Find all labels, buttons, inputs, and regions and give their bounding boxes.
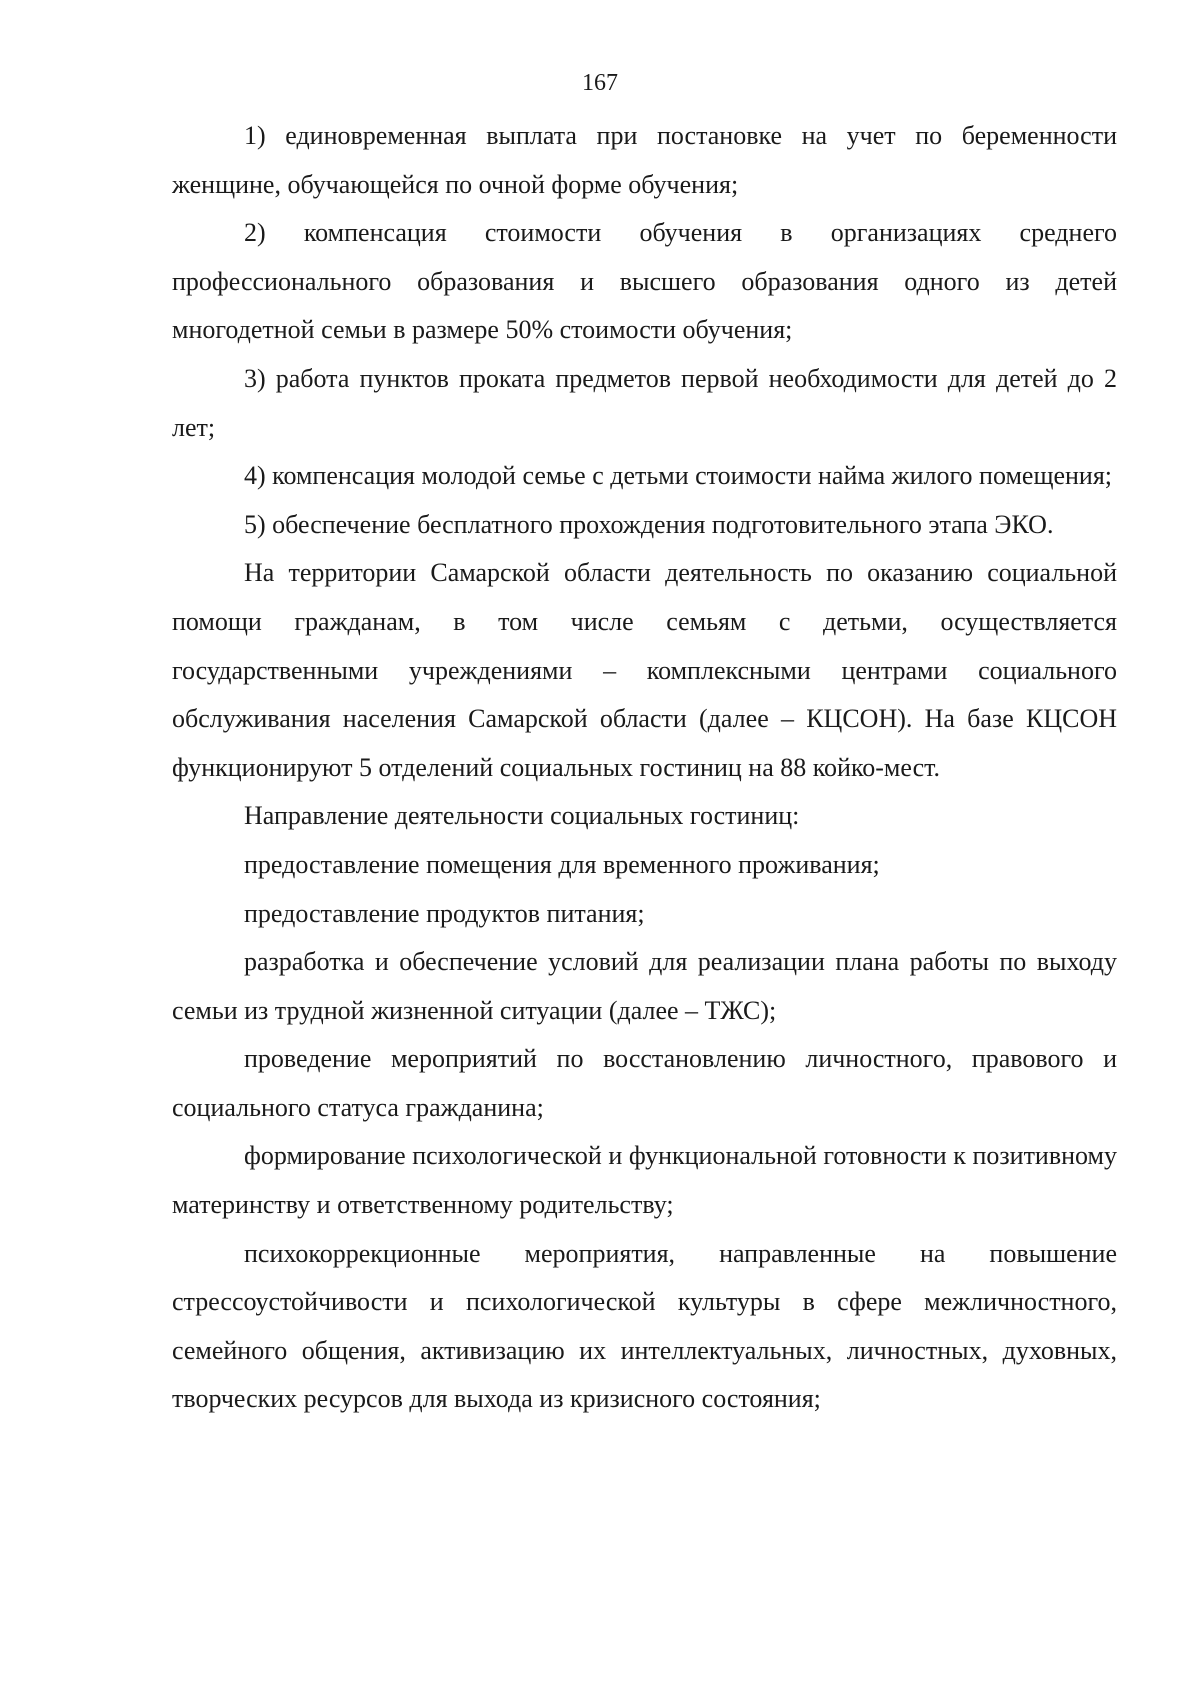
paragraph-activity-1: предоставление помещения для временного проживания; xyxy=(244,849,880,879)
paragraph-activity-6: психокоррекционные мероприятия, направленные на повышение стрессоустойчивости и психологической культуры в сфере межличностного, семейного общения, активизацию их интеллектуальных, личностных, духовных, творческих ресурсов для выхода из кризисного состояния; xyxy=(172,1238,1117,1414)
paragraph-activity-4: проведение мероприятий по восстановлению личностного, правового и социального статуса гражданина; xyxy=(172,1044,1117,1122)
paragraph-item-3: 3) работа пунктов проката предметов первой необходимости для детей до 2 лет; xyxy=(172,363,1117,442)
paragraph-activity-3: разработка и обеспечение условий для реализации плана работы по выходу семьи из трудной жизненной ситуации (далее – ТЖС); xyxy=(172,947,1117,1025)
paragraph-kcson: На территории Самарской области деятельность по оказанию социальной помощи гражданам, в том числе семьям с детьми, осуществляется государственными учреждениями – комплексными центрами социального обслуживания населения Самарской области (далее – КЦСОН). На базе КЦСОН функционируют 5 отделений социальных гостиниц на 88 койко-мест. xyxy=(172,558,1117,782)
document-body xyxy=(172,112,1117,1424)
paragraph-activity-2: предоставление продуктов питания; xyxy=(244,898,645,928)
paragraph-hotels-heading: Направление деятельности социальных гостиниц: xyxy=(244,801,800,831)
paragraph-item-2: 2) компенсация стоимости обучения в организациях среднего профессионального образования и высшего образования одного из детей многодетной семьи в размере 50% стоимости обучения; xyxy=(172,218,1117,345)
paragraph-item-5: 5) обеспечение бесплатного прохождения подготовительного этапа ЭКО. xyxy=(244,509,1054,539)
paragraph-item-4: 4) компенсация молодой семье с детьми стоимости найма жилого помещения; xyxy=(244,461,1113,491)
paragraph-item-1: 1) единовременная выплата при постановке на учет по беременности женщине, обучающейся по очной форме обучения; xyxy=(172,121,1117,199)
page-number: 167 xyxy=(582,70,618,96)
paragraph-activity-5: формирование психологической и функциональной готовности к позитивному материнству и ответственному родительству; xyxy=(172,1141,1117,1220)
